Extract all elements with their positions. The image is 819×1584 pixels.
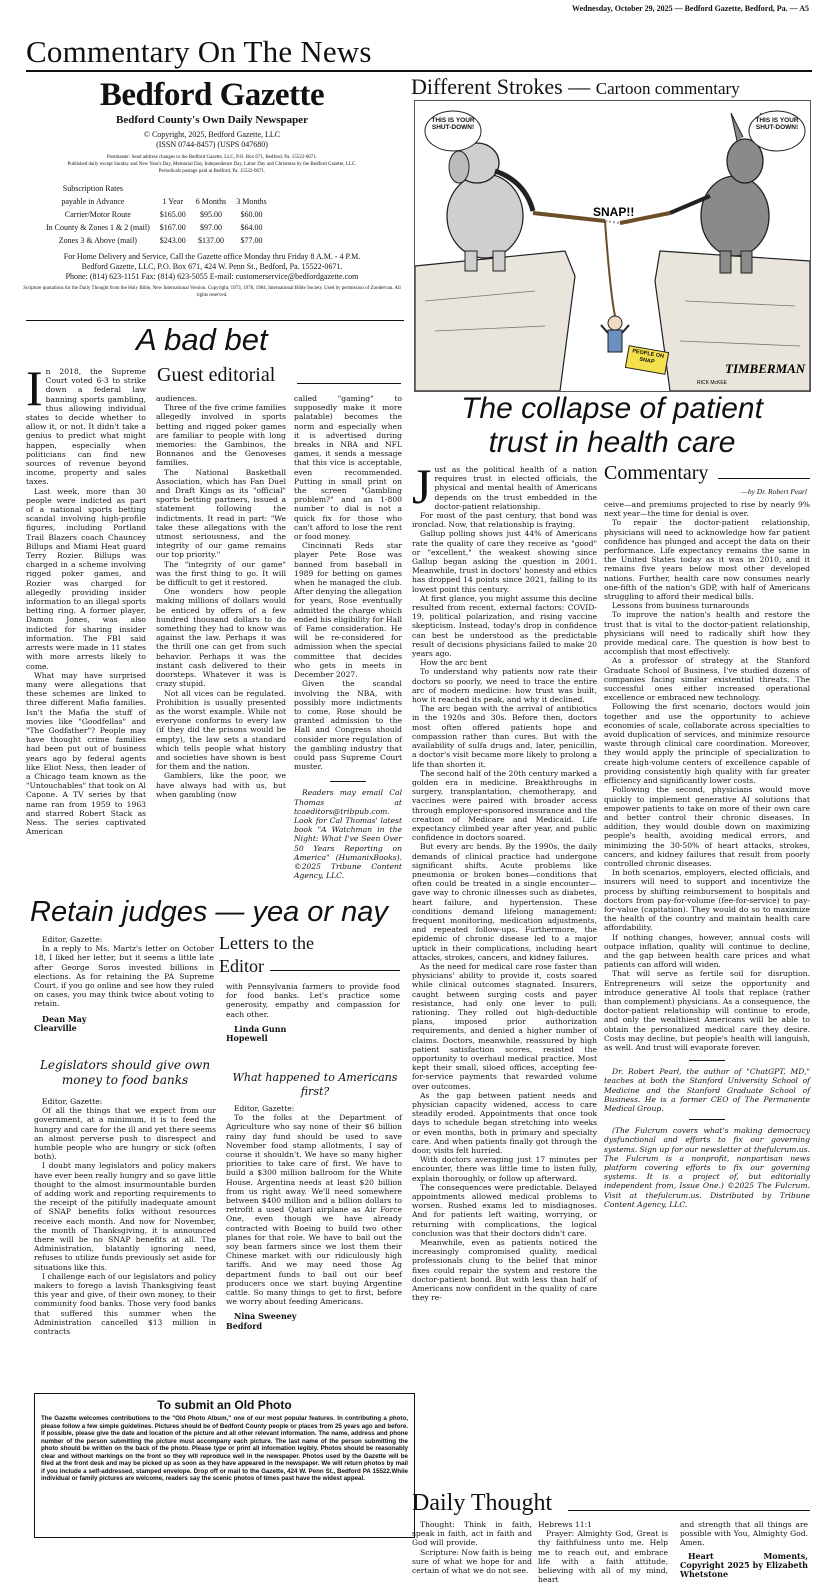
prayer-continued: and strength that all things are possible with You, Almighty God. Amen. xyxy=(680,1520,808,1548)
daily-thought-credit: Heart Moments, Copyright 2025 by Elizabeth Whetstone xyxy=(680,1550,808,1580)
rate-row xyxy=(36,209,275,220)
folio-line: Wednesday, October 29, 2025 — Bedford Gazette, Bedford, Pa. — A5 xyxy=(572,4,809,13)
paragraph: As the gap between patient needs and physician capacity widened, access to care steadily eroded. Appointments that once took days to schedule began stretching into weeks or even months, both in primary and specialty care. And when patients finally got through the door, visits felt hurried. xyxy=(412,1090,597,1156)
paragraph: To repair the doctor-patient relationship, physicians will need to acknowledge how far patient confidence has plunged and accept the data on their performance. Life expectancy remains the same in the United States today as it was in 2010, and it remains five years below most other developed nations. Further, health care now consumes nearly one-fifth of the nation's GDP, with half of Americans struggling to afford their medical bills. xyxy=(604,518,810,602)
letters-label xyxy=(219,932,314,978)
cartoon-subtitle: Cartoon commentary xyxy=(595,79,740,98)
paragraph: The consequences were predictable. Delayed appointments allowed medical problems to worsen. Rushed exams led to misdiagnoses. And for patients left waiting, worrying, or returning with complications, the logical conclusion was that their doctors didn't care. xyxy=(412,1182,597,1238)
cartoon-section-title xyxy=(411,74,740,100)
rate-value: $95.00 xyxy=(199,210,222,219)
paragraph: Following the first scenario, doctors would join together and use the opportunity to achieve economies of scale, collaborate across specialties to avoid duplication of services, and minimize resource waste through clinical care coordination. Moreover, they would apply the principle of specialization to create high-volume centers of excellence capable of providing consistently high quality with far greater efficiency and significantly lower costs. xyxy=(604,702,810,786)
daily-thought-title: Daily Thought xyxy=(412,1490,553,1516)
publisher-tagline: (The Fulcrum covers what's making democracy dysfunctional and efforts to fix our governing systems. Sign up for our newsletter at thefulcrum.us. The Fulcrum is a nonprofit, nonpartisan news platform covering efforts to fix our governing systems. It is a project of, but editorially independent from, Issue One.) ©2025 The Fulcrum. Visit at thefulcrum.us. Distributed by Tribune Content Agency, LLC. xyxy=(604,1126,810,1209)
author-tagline: Readers may email Cal Thomas at tcaeditors@tribpub.com. Look for Cal Thomas' latest book "A Watchman in the Night: What I've Seen Over 50 Years Reporting on America" (HumanixBooks). ©2025 Tribune Content Agency, LLC. xyxy=(294,788,402,881)
paragraph: As the need for medical care rose faster than physicians' ability to provide it, costs soared while clinical outcomes stagnated. Insurers, caught between surging costs and payer resistance, had only one lever to pull: rationing. They rolled out high-deductible plans, imposed prior authorization requirements, and denied a higher number of claims. Doctors, meanwhile, reassured by high patient satisfaction scores, resisted the opportunity to overhaul medical practice. Most kept their small, siloed offices, accepting fee-for-service payments that rewarded volume over outcomes. xyxy=(412,961,597,1091)
scripture-note: Scripture quotations for the Daily Thought from the Holy Bible, New International Version. Copyright, 1973, 1978, 1984, International Bible Society. Used by permission of Zondervan. All rights reserved. xyxy=(23,286,401,298)
paragraph: The National Basketball Association, which has Fan Duel and Draft Kings as its "official" sports betting partners, issued a statement following the indictments. It read in part: "We take these allegations with the utmost seriousness, and the integrity of our game remains our top priority." xyxy=(156,467,286,560)
daily-thought-column-1 xyxy=(412,1520,532,1575)
cartoon-title: Different Strokes — xyxy=(411,74,591,99)
paragraph: Not all vices can be regulated. Prohibition is usually presented as the worst example. While not everyone conforms to every law (if they did the prisons would be empty), the law sets a standard which tells people what history and societies have shown is best for them and the nation. xyxy=(156,688,286,772)
subscription-rates-table xyxy=(34,181,277,248)
paragraph: The "integrity of our game" was the first thing to go. It will be difficult to get it restored. xyxy=(156,559,286,588)
contact-line: Phone: (814) 623-1151 Fax: (814) 623-5055 E-mail: customerservice@bedfordgazette.com xyxy=(65,272,359,281)
rate-label: In County & Zones 1 & 2 (mail) xyxy=(46,223,150,232)
postmaster-line: Postmaster: Send address changes to the Bedford Gazette, LLC, P.O. Box 671, Bedford, Pa. 15522-0671. xyxy=(106,155,318,160)
scripture-reference: Hebrews 11:1 xyxy=(538,1520,592,1529)
letter-signature: Nina Sweeney Bedford xyxy=(226,1311,297,1331)
paragraph: Of all the things that we expect from our government, at a minimum, it is to feed the hungry and care for the ill and yet there seems an almost perverse push to disrespect and humble people who are hungry or sick (often both). xyxy=(34,1106,216,1162)
rate-label: Zones 3 & Above (mail) xyxy=(58,236,137,245)
letter-signature: Linda Gunn Hopewell xyxy=(226,1023,287,1044)
submit-photo-body: The Gazette welcomes contributions to the "Old Photo Album," one of our most popular features. In contributing a photo, please follow a few simple guidelines. Pictures should be of Bedford County people or places from 25 years ago and before. If possible, please give the date and location of the picture and all other relevant information. The name, address and phone number of the person submitting the picture must accompany each picture. The last name of the person submitting the photo should be written on the back of the photo. Please type or print all information legibly. Photos should be reasonably clear and without markings on the front so they will reproduce well in the newspaper. Photos used by the Gazette will be filed at the front desk and may be picked up as soon as they have appeared in the newspaper. We will return photos by mail if you include a self-addressed, stamped envelope. Drop off or mail to the Gazette, 424 W. Penn St., Bedford PA 15522.While individual or family pictures are welcome, readers say the scenic photos of times past have the widest appeal. xyxy=(41,1415,408,1482)
letter-3-headline: What happened to Americans first? xyxy=(232,1071,398,1098)
paragraph: I challenge each of our legislators and policy makers to forego a lavish Thanksgiving feast this year and give, of their own money, to their community food banks. Those very food banks that suffered this summer when the Administration cancelled $13 million in contracts xyxy=(34,1271,216,1337)
issn-line: (ISSN 0744-8457) (USPS 047680) xyxy=(156,140,268,149)
rates-subheading: payable in Advance xyxy=(61,197,125,206)
rates-heading: Subscription Rates xyxy=(62,184,123,193)
rate-col-header: 3 Months xyxy=(236,197,267,206)
letters-label-line-1: Letters to the xyxy=(219,933,314,953)
snap-sign-text: PEOPLE ON SNAP xyxy=(631,348,665,365)
address-line: Bedford Gazette, LLC, P.O. Box 671, 424 W. Penn St., Bedford, Pa. 15522-0671. xyxy=(81,262,343,271)
submit-photo-title: To submit an Old Photo xyxy=(157,1398,292,1412)
paragraph: At first glance, you might assume this decline resulted from recent, external factors: COVID-19, political polarization, and rising vaccine skepticism. Instead, today's drop in confidence can best be understood as the predictable result of decisions physicians failed to make 20 years ago. xyxy=(412,593,597,659)
paragraph: The arc began with the arrival of antibiotics in the 1920s and 30s. Before then, doctors most often offered patients hope and compassion rather than cures. But with the availability of sulfa drugs and, later, penicillin, a doctor's visit became more likely to prolong a life than shorten it. xyxy=(412,704,597,769)
rate-row xyxy=(36,222,275,233)
paper-name: Bedford Gazette xyxy=(99,77,325,113)
letter-2-headline: Legislators should give own money to food banks xyxy=(39,1058,211,1087)
salutation: Editor, Gazette: xyxy=(234,1104,295,1113)
paragraph: Cincinnati Reds star player Pete Rose was banned from baseball in 1989 for betting on games when he managed the club. After denying the allegation for years, Rose eventually admitted the charge which ended his eligibility for Hall of Fame consideration. He will be re-considered for admission when the special committee that decides who gets in meets in December 2027. xyxy=(294,541,402,680)
paragraph: In a reply to Ms. Martz's letter on October 18, I liked her letter, but it seems a little late after George Soros invested billions in elections. As for retaining the PA Supreme Court, if you go online and see how they ruled on cases, you may think twice about voting to retain. xyxy=(34,944,214,1009)
bad-bet-headline: A bad bet xyxy=(136,322,268,357)
headline-line-1: The collapse of patient xyxy=(461,392,763,425)
daily-thought-column-2 xyxy=(538,1520,668,1584)
drop-cap: I xyxy=(26,360,43,416)
paper-tagline: Bedford County's Own Daily Newspaper xyxy=(116,114,308,126)
masthead-rule xyxy=(26,320,404,321)
letter-2 xyxy=(34,1097,216,1336)
delivery-line: For Home Delivery and Service, Call the Gazette office Monday thru Friday 8 A.M. - 4 P.M. xyxy=(63,252,361,261)
cartoonist-signature: TIMBERMAN xyxy=(725,361,806,376)
snap-sound: SNAP!! xyxy=(593,205,635,219)
paragraph: I doubt many legislators and policy makers have ever been really hungry and so gave little thought to the almost insurmountable burden of adding work and reporting requirements to the receipt of the pitifully inadequate amount of SNAP benefits folks without resources receive each month. And now for November, the month of Thanksgiving, it is announced there will be no SNAP benefits at all. The Administration, blatantly ignoring need, refuses to utilize funds previously set aside for situations like this. xyxy=(34,1161,216,1272)
headline-line-2: trust in health care xyxy=(488,426,736,459)
page-title: Commentary On The News xyxy=(26,34,372,69)
letter-1 xyxy=(34,935,214,1033)
prayer: Prayer: Almighty God, Great is thy faithfulness unto me. Help me to reach out, and embrace life with a faith attitude, believing with all of my mind, heart xyxy=(538,1529,668,1584)
rate-value: $77.00 xyxy=(240,236,263,245)
rate-value: $165.00 xyxy=(159,210,186,219)
paragraph: But every arc bends. By the 1990s, the daily demands of clinical practice had undergone significant shifts. Acute problems like pneumonia or broken bones—conditions that often could be treated in a single encounter—gave way to chronic illnesses such as diabetes, heart failure, and hypertension. These conditions demand lifelong management: frequent monitoring, medication adjustments, and repeated follow-ups. Furthermore, the epidemic of chronic disease led to a major uptick in their complications, including heart attacks, strokes, cancers, and kidney failures. xyxy=(412,842,597,962)
rate-value: $64.00 xyxy=(240,223,263,232)
rate-col-header: 6 Months xyxy=(195,197,227,206)
copyright-line: © Copyright, 2025, Bedford Gazette, LLC xyxy=(143,130,281,139)
byline: —by Dr. Robert Pearl xyxy=(741,487,807,496)
bad-bet-column-2 xyxy=(156,394,286,799)
paragraph: As a professor of strategy at the Stanford Graduate School of Business, I've studied dozens of companies facing similar existential threats. The successful ones either increased operational excellence or embraced new technology. xyxy=(604,656,810,703)
paragraph: Given the scandal involving the NBA, with possibly more indictments to come, Rose should be granted admission to the Hall and Congress should consider more regulation of the gambling industry that could pass Supreme Court muster. xyxy=(294,679,402,772)
collapse-column-1 xyxy=(412,458,597,1303)
commentary-label: Commentary xyxy=(604,462,709,484)
collapse-column-2 xyxy=(604,500,810,1209)
letters-label-line-2: Editor xyxy=(219,956,264,976)
daily-thought-column-3 xyxy=(680,1520,808,1579)
paragraph: with Pennsylvania farmers to provide food for food banks. Let's practice some generosity, empathy and compassion for each other. xyxy=(226,982,400,1019)
elephant-figure xyxy=(447,143,533,271)
rate-value: $137.00 xyxy=(197,236,224,245)
collapse-headline xyxy=(412,392,812,460)
salutation: Editor, Gazette: xyxy=(42,935,103,944)
paragraph: Gallup polling shows just 44% of Americans rate the quality of care they receive as "good" or "excellent," the weakest showing since Gallup began asking the question in 2001. Meanwhile, trust in doctors' honesty and ethics has dropped 14 points since 2021, falling to its lowest point this century. xyxy=(412,529,597,594)
rate-col-header: 1 Year xyxy=(162,197,183,206)
paragraph: What may have surprised many were allegations that these schemes are linked to three different Mafia families. Isn't the Mafia the stuff of movies like "Goodfellas" and "The Godfather"? People may have thought crime families had been put out of business years ago by federal agents like Eliot Ness, then leader of a Chicago team known as the "Untouchables" that took on Al Capone. A TV series by that name ran from 1959 to 1963 and starred Robert Stack as Ness. The series captivated American xyxy=(26,670,146,837)
drop-cap: J xyxy=(412,458,432,514)
letter-3 xyxy=(226,1104,402,1331)
paragraph: n 2018, the Supreme Court voted 6-3 to strike down a federal law banning sports gambling, thus allowing individual states to decide whether to allow it, or not. It didn't take a genius to predict what might happen, especially when politicians can find new sources of revenue beyond income, property and sales taxes. xyxy=(26,367,146,487)
cartoon-credit: RICK McKEE xyxy=(697,380,728,386)
bad-bet-column-3 xyxy=(294,394,402,880)
subheading: How the arc bent xyxy=(420,658,488,668)
paragraph: One wonders how people making millions of dollars would be enticed by offers of a few hundred thousand dollars to do something they had to know was against the law. Perhaps it was the thrill one can get from such behavior. Perhaps it was the instant cash delivered to their doorsteps. Whatever it was is crazy stupid. xyxy=(156,587,286,689)
letter-2-continued xyxy=(226,982,400,1043)
left-cliff xyxy=(415,251,575,391)
paragraph: The second half of the 20th century marked a golden era in medicine. Breakthroughs in surgery, transplantation, chemotherapy, and vaccines were paired with broader access through employer-sponsored insurance and the creation of Medicare and Medicaid. Life expectancy climbed year after year, and public confidence in doctors soared. xyxy=(412,768,597,843)
paragraph: To improve the nation's health and restore the trust that is vital to the doctor-patient relationship, physicians will need to radically shift how they provide medical care. The question is how best to accomplish that most effectively. xyxy=(604,610,810,657)
paragraph: ust as the political health of a nation requires trust in elected officials, the physical and mental health of Americans depends on the trust embedded in the doctor-patient relationship. xyxy=(434,465,597,511)
periodicals-line: Periodicals postage paid at Bedford, Pa. 15522-0671. xyxy=(158,169,266,174)
paragraph: To understand why patients now rate their doctors so poorly, we need to trace the entire arc of modern medicine: how trust was built, how it reached its peak, and why it declined. xyxy=(412,667,597,705)
paragraph: called "gaming" to supposedly make it more palatable) becomes the norm and especially when it is advertised during breaks in NBA and NFL games, it sends a message that this vice is acceptable, even recommended. Putting in small print on the screen "Gambling problem?" and an 1-800 number to dial is not a quick fix for those who can't afford to lose the rent or food money. xyxy=(294,394,402,542)
paragraph: Last week, more than 30 people were indicted as part of a national sports betting scandal involving high-profile figures, including Portland Trail Blazers coach Chauncey Billups and Miami Heat guard Terry Rozier. Billups was charged in a scheme involving rigged poker games, and Rozier was charged for allegedly providing insider information to an illegal sports betting ring. A former player, Damon Jones, was also indicted for sharing insider information. The FBI said arrests were made in 11 states with more arrests likely to come. xyxy=(26,486,146,671)
subheading: Lessons from business turnarounds xyxy=(612,601,750,611)
rate-value: $243.00 xyxy=(159,236,186,245)
rate-value: $97.00 xyxy=(199,223,222,232)
paragraph: audiences. xyxy=(156,394,198,403)
published-line: Published daily except Sunday and New Year's Day, Memorial Day, Independence Day, Labor Day and Christmas by the Bedford Gazette, LLC. xyxy=(67,162,357,167)
paragraph: Three of the five crime families allegedly involved in sports betting and rigged poker games are familiar to people with long memories: the Gambinos, the Bonnanos and the Genoveses families. xyxy=(156,403,286,468)
paragraph: Following the second, physicians would move quickly to implement generative AI solutions that empower patients to take on more of their own care and better control their chronic diseases. In addition, they would double down on maximizing people's health, avoiding medical errors, and minimizing the 30-50% of heart attacks, strokes, cancers, and kidney failures that result from poorly controlled chronic diseases. xyxy=(604,785,810,868)
editorial-cartoon xyxy=(414,100,811,392)
paragraph: For most of the past century, that bond was ironclad. Now, that relationship is fraying. xyxy=(412,511,597,530)
paragraph: If nothing changes, however, annual costs will outpace inflation, quality will continue to decline, and the gap between health care prices and what patients can afford will widen. xyxy=(604,932,810,970)
bad-bet-column-1 xyxy=(26,360,146,837)
guest-editorial-label: Guest editorial xyxy=(157,364,276,386)
left-bubble-text: THIS IS YOUR SHUT-DOWN! xyxy=(431,117,475,131)
letters-headline: Retain judges — yea or nay xyxy=(30,896,388,928)
paragraph: That will serve as fertile soil for disruption. Entrepreneurs will seize the opportunity and introduce generative AI tools that replace (rather than complement) physicians. As a consequence, the doctor-patient relationship will continue to erode, and only the wealthiest Americans will be able to obtain the personalized medical care they desire. Costs may decline, but people's health will languish, as well. And trust will evaporate forever. xyxy=(604,969,810,1052)
right-bubble-text: THIS IS YOUR SHUT-DOWN! xyxy=(755,117,799,131)
thought: Thought: Think in faith, speak in faith, act in faith and God will provide. xyxy=(412,1520,532,1548)
paragraph: Meanwhile, even as patients noticed the increasingly compromised quality, medical professionals clung to the belief that minor fixes could repair the system and restore the doctor-patient bond. But with less than half of Americans now confident in the quality of care they re- xyxy=(412,1238,597,1303)
paragraph: With doctors averaging just 17 minutes per encounter, there was little time to listen fully, explain thoroughly, or follow up afterward. xyxy=(412,1155,597,1183)
rate-label: Carrier/Motor Route xyxy=(64,210,131,219)
falling-person-figure xyxy=(601,316,629,352)
paragraph: In both scenarios, employers, elected officials, and insurers will need to support and incentivize the process by shifting reimbursement to hospitals and doctors from pay-for-volume (fee-for-service) to pay-for-value (capitation). They would do so to maximize the health of the country and maintain health care affordability. xyxy=(604,868,810,933)
paragraph: To the folks at the Department of Agriculture who say none of their $6 billion rainy day fund should be used to save November food stamp allotments, I say of course it shouldn't. We have so many higher priorities to take care of first. We have to build a $300 million ballroom for the White House. Argentina needs at least $20 billion from us right away. We'll need somewhere between $400 million and a billion dollars to retrofit a used Qatari airplane as Air Force One, even though we have already contracted with Boeing to build two other planes for that role. We have to bail out the soy bean farmers since we lost them their Chinese market with our ridiculously high tariffs. And we may need those Ag department funds to bail out our beef producers once we start buying Argentine cattle. So many things to get to first, before we worry about feeding Americans. xyxy=(226,1113,402,1307)
author-tagline: Dr. Robert Pearl, the author of "ChatGPT, MD," teaches at both the Stanford University School of Medicine and the Stanford Graduate School of Business. He is a former CEO of The Permanente Medical Group. xyxy=(604,1067,810,1113)
rate-value: $60.00 xyxy=(240,210,263,219)
cartoon-drawing xyxy=(415,101,810,391)
paragraph: Gamblers, like the poor, we have always had with us, but when gambling (now xyxy=(156,771,286,799)
salutation: Editor, Gazette: xyxy=(42,1097,103,1106)
masthead xyxy=(22,78,402,299)
scripture: Scripture: Now faith is being sure of what we hope for and certain of what we do not see. xyxy=(412,1547,532,1576)
rate-value: $167.00 xyxy=(159,223,186,232)
submit-photo-box xyxy=(34,1393,415,1538)
rate-row xyxy=(36,235,275,246)
paragraph: ceive—and premiums projected to rise by nearly 9% next year—the time for denial is over. xyxy=(604,500,810,519)
letter-signature: Dean May Clearville xyxy=(34,1013,87,1033)
header-rule xyxy=(26,70,812,72)
